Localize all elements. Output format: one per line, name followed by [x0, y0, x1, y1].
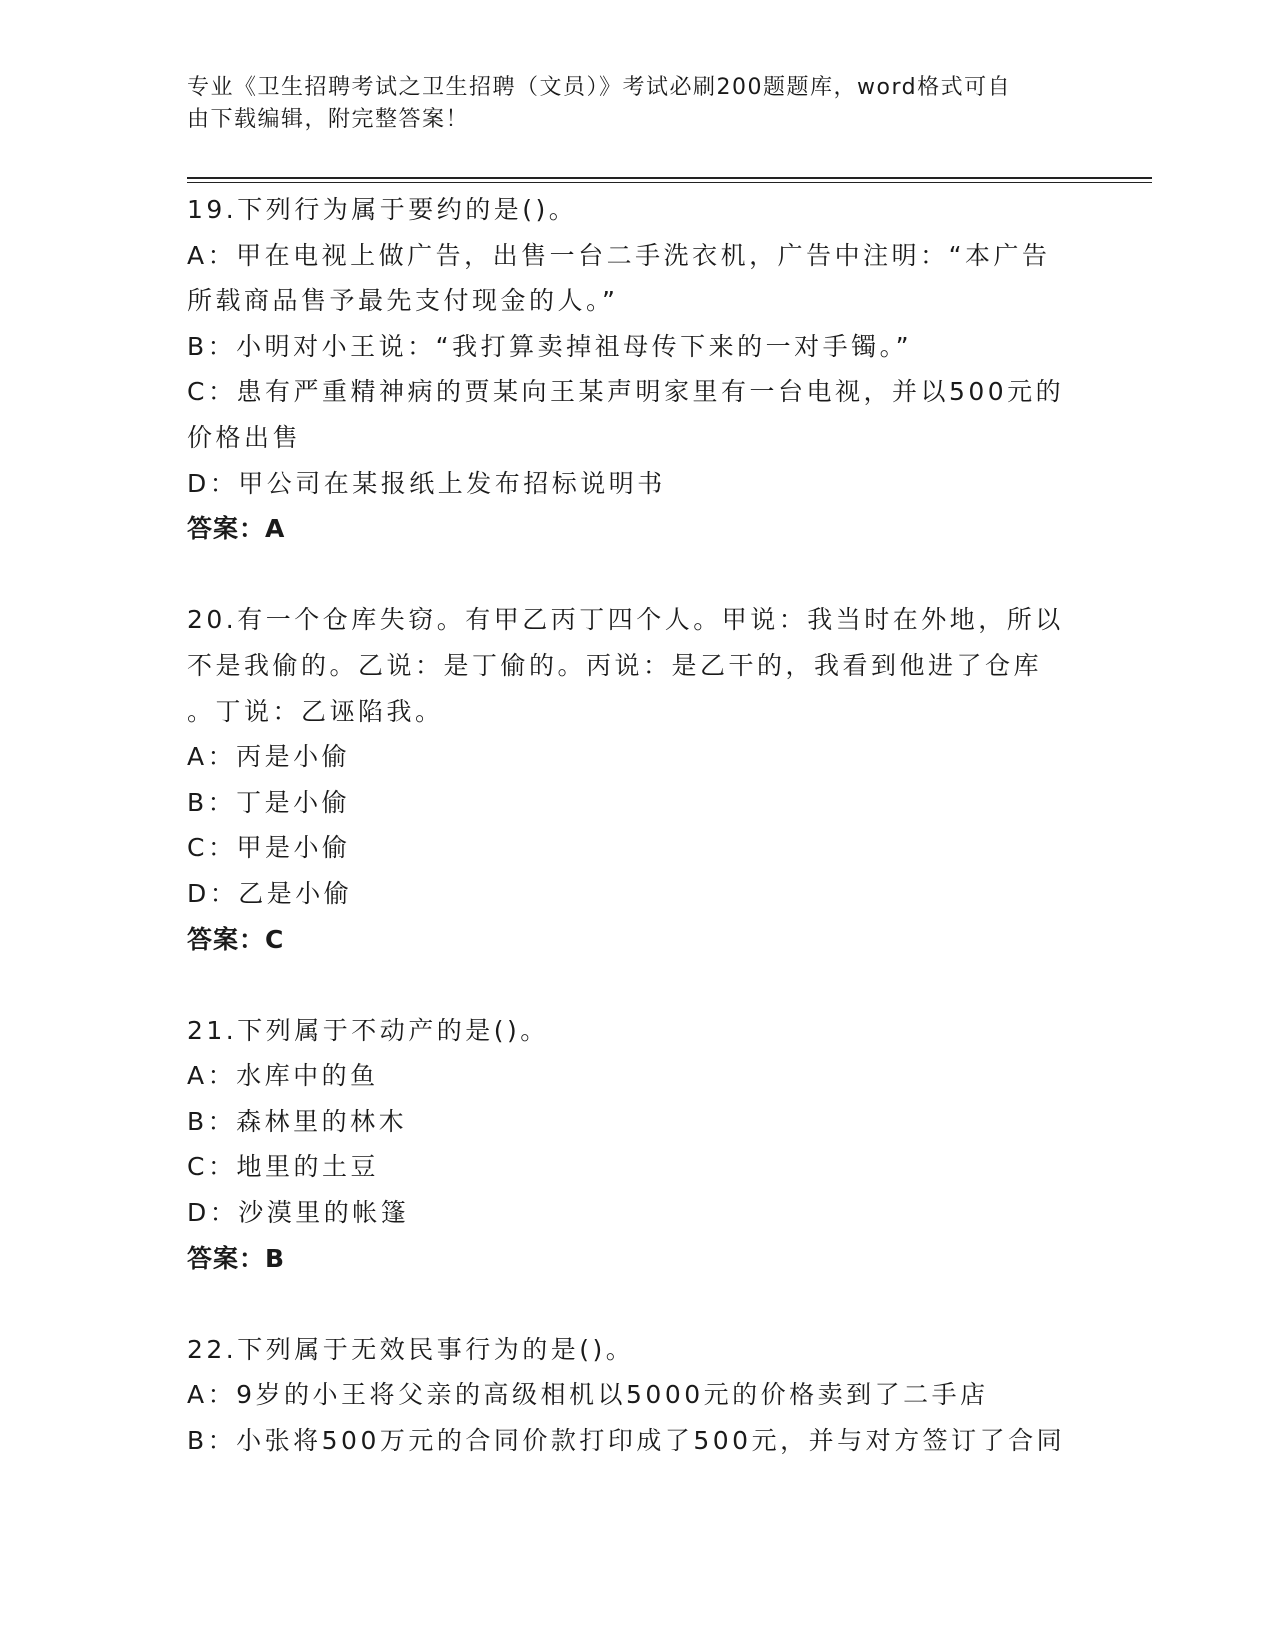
option-d: D：沙漠里的帐篷 [187, 1198, 410, 1228]
option-a: A：甲在电视上做广告，出售一台二手洗衣机，广告中注明：“本广告 [187, 240, 1051, 270]
option-b: B：森林里的林木 [187, 1106, 408, 1136]
option-a: A：丙是小偷 [187, 742, 351, 772]
option-c-continued: 价格出售 [187, 422, 302, 452]
question-stem: 22.下列属于无效民事行为的是()。 [187, 1334, 635, 1364]
answer: 答案：A [187, 514, 286, 544]
header-title-line-1: 专业《卫生招聘考试之卫生招聘（文员）》考试必刷200题题库，word格式可自 [187, 75, 1012, 100]
option-d: D：甲公司在某报纸上发布招标说明书 [187, 468, 666, 498]
option-c: C：地里的土豆 [187, 1152, 379, 1182]
question-spacer [187, 552, 1067, 598]
question-list [187, 187, 1067, 1464]
answer: 答案：C [187, 924, 285, 954]
option-b: B：小明对小王说：“我打算卖掉祖母传下来的一对手镯。” [187, 331, 913, 361]
option-c: C：患有严重精神病的贾某向王某声明家里有一台电视，并以500元的 [187, 377, 1065, 407]
header-title-line-2: 由下载编辑，附完整答案！ [187, 107, 470, 132]
answer: 答案：B [187, 1243, 286, 1273]
option-d: D：乙是小偷 [187, 878, 353, 908]
header-divider-thin [187, 182, 1152, 183]
question-stem: 20.有一个仓库失窃。有甲乙丙丁四个人。甲说：我当时在外地，所以 [187, 605, 1064, 635]
header-divider-thick [187, 177, 1152, 179]
option-a-continued: 所载商品售予最先支付现金的人。” [187, 286, 619, 316]
option-a: A：9岁的小王将父亲的高级相机以5000元的价格卖到了二手店 [187, 1380, 989, 1410]
option-c: C：甲是小偷 [187, 833, 351, 863]
option-b: B：丁是小偷 [187, 787, 351, 817]
question-22 [187, 1327, 1067, 1464]
question-19 [187, 187, 1067, 552]
question-21 [187, 1008, 1067, 1282]
question-stem: 21.下列属于不动产的是()。 [187, 1015, 549, 1045]
question-20 [187, 597, 1067, 962]
question-spacer [187, 962, 1067, 1008]
document-header [187, 72, 1067, 136]
question-stem-continued: 。丁说：乙诬陷我。 [187, 696, 444, 726]
option-a: A：水库中的鱼 [187, 1061, 379, 1091]
question-spacer [187, 1281, 1067, 1327]
question-stem: 19.下列行为属于要约的是()。 [187, 195, 578, 224]
question-stem-continued: 不是我偷的。乙说：是丁偷的。丙说：是乙干的，我看到他进了仓库 [187, 650, 1043, 680]
option-b: B：小张将500万元的合同价款打印成了500元，并与对方签订了合同 [187, 1426, 1066, 1456]
